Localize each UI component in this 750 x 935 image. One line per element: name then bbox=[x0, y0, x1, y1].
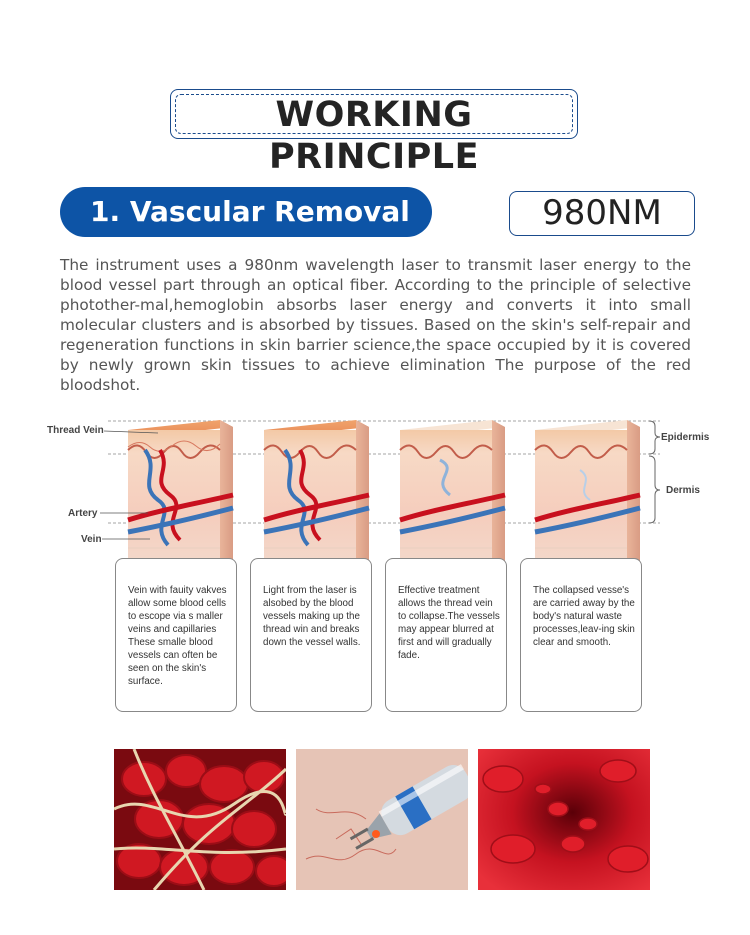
section-pill bbox=[60, 187, 432, 237]
step-caption-2: Light from the laser is alsobed by the blood vessels making up the thread win and breaks down the vessel walls. bbox=[250, 558, 372, 712]
laser-handpiece-on-skin-photo bbox=[296, 749, 468, 890]
label-epidermis: Epidermis bbox=[661, 432, 710, 443]
step-caption-1: Vein with fauity vakves allow some blood cells to escope via s maller veins and capillaries These smalle blood vessels can often be seen on the skin's surface. bbox=[115, 558, 237, 712]
label-artery: Artery bbox=[68, 508, 98, 519]
step-caption-4: The collapsed vesse's are carried away by the body's natural waste processes,leav-ing skin clear and smooth. bbox=[520, 558, 642, 712]
description-paragraph: The instrument uses a 980nm wavelength laser to transmit laser energy to the blood vessel part through an optical fiber. According to the principle of selective photother-mal,hemoglobin absorbs laser energy and converts it into small molecular clusters and is absorbed by tissues. Based on the skin's self-repair and regeneration functions in skin barrier science,the space occupied by it is covered by newly grown skin tissues to achieve elimination The purpose of the red bloodshot. bbox=[60, 256, 691, 394]
label-vein: Vein bbox=[81, 534, 102, 545]
title-frame bbox=[170, 89, 578, 177]
step-caption-3: Effective treatment allows the thread vein to collapse.The vessels may appear blurred at first and will gradually fade. bbox=[385, 558, 507, 712]
blood-vessel-interior-photo bbox=[478, 749, 650, 890]
section-title: 1. Vascular Removal bbox=[90, 195, 410, 228]
wavelength-badge: 980NM bbox=[509, 191, 695, 236]
page-title: WORKING PRINCIPLE bbox=[269, 95, 479, 177]
label-thread-vein: Thread Vein bbox=[47, 425, 104, 436]
label-dermis: Dermis bbox=[666, 485, 700, 496]
red-blood-cells-clot-photo bbox=[114, 749, 286, 890]
